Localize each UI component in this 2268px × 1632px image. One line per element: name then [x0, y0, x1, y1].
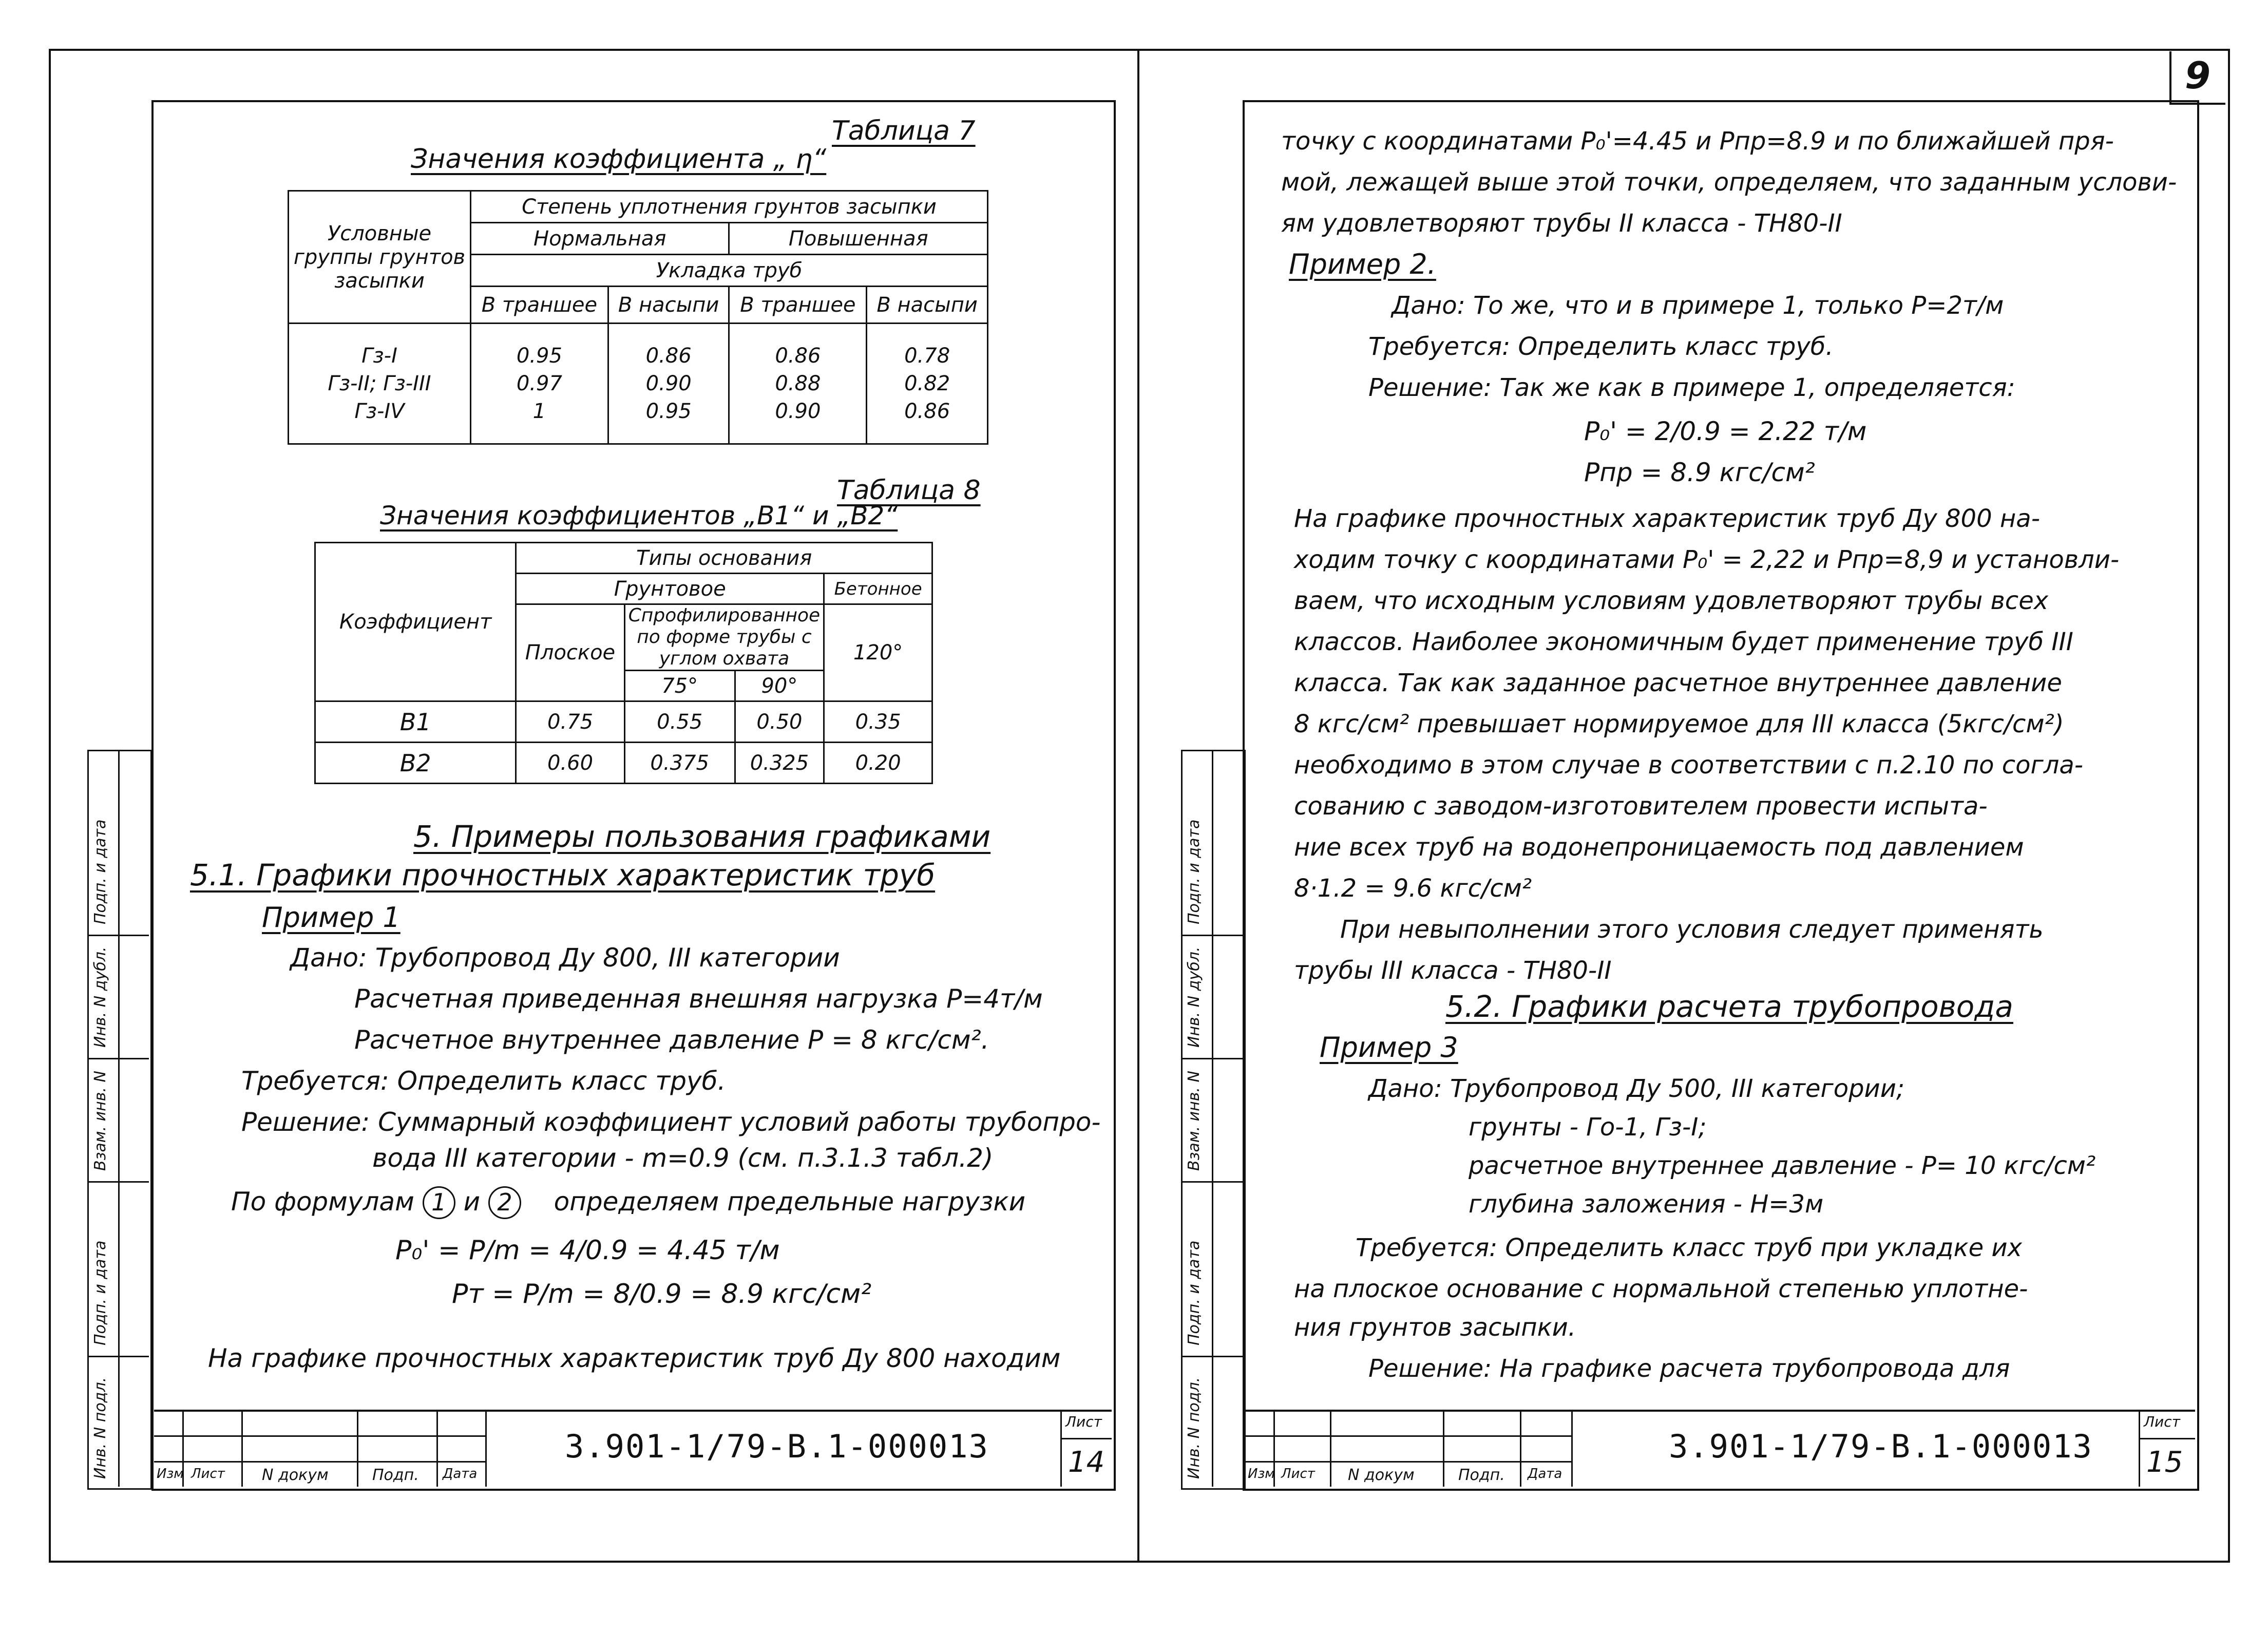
right-line-29: на плоское основание с нормальной степенью уплотне- — [1294, 1275, 2028, 1303]
right-line-1: точку с координатами P₀'=4.45 и Pпр=8.9 и по ближайшей пря- — [1281, 127, 2114, 156]
left-side-label-5: Инв. N подл. — [91, 1377, 109, 1479]
table8 — [314, 542, 933, 784]
formula-ref-2: 2 — [488, 1186, 521, 1219]
example2-title: Пример 2. — [1289, 248, 1436, 280]
left-side-row-3 — [87, 1181, 149, 1183]
left-side-divider — [118, 750, 120, 1487]
right-stamp-col-list: Лист — [1281, 1466, 1315, 1482]
right-side-row-3 — [1181, 1181, 1243, 1183]
table7-header-laying: Укладка труб — [471, 255, 988, 287]
left-line-3: Расчетное внутреннее давление Р = 8 кгс/см². — [354, 1025, 989, 1055]
left-line-last: На графике прочностных характеристик труб Ду 800 находим — [208, 1343, 1061, 1373]
left-stamp-code: 3.901-1/79-В.1-000013 — [565, 1428, 989, 1465]
table7-caption: Таблица 7 — [832, 116, 976, 146]
right-formula-p0: P₀' = 2/0.9 = 2.22 т/м — [1584, 416, 1867, 446]
section52-title: 5.2. Графики расчета трубопровода — [1445, 989, 2013, 1024]
table8-cell: 0.75 — [516, 701, 624, 743]
table8-cell: 0.55 — [624, 701, 735, 743]
table8-cell: 0.375 — [624, 743, 735, 784]
table8-title: Значения коэффициентов „В1“ и „В2“ — [380, 501, 898, 530]
left-side-row-2 — [87, 1058, 149, 1059]
table8-angle-90: 90° — [735, 671, 824, 701]
table7-col-trench-1: В траншее — [471, 287, 608, 324]
right-line-15: 8 кгс/см² превышает нормируемое для III класса (5кгс/см²) — [1294, 710, 2064, 738]
right-line-28: Требуется: Определить класс труб при укладке их — [1356, 1234, 2022, 1262]
right-stamp-vline-3 — [1443, 1410, 1444, 1487]
right-line-12: ваем, что исходным условиям удовлетворяют трубы всех — [1294, 586, 2049, 615]
right-stamp-col-date: Дата — [1528, 1466, 1562, 1482]
left-side-row-1 — [87, 935, 149, 936]
right-side-label-5: Инв. N подл. — [1185, 1377, 1203, 1479]
left-line-6: вода III категории - m=0.9 (см. п.3.1.3 табл.2) — [372, 1143, 994, 1173]
left-stamp-hline-2 — [154, 1461, 485, 1463]
table7-col4-values — [867, 324, 988, 444]
right-line-6: Требуется: Определить класс труб. — [1368, 332, 1834, 361]
right-side-row-1 — [1181, 935, 1243, 936]
formula-pt: Pт = P/m = 8/0.9 = 8.9 кгс/см² — [452, 1279, 872, 1310]
left-stamp-vline-6 — [1060, 1410, 1062, 1487]
left-line-formulas — [231, 1186, 1025, 1219]
left-stamp-hline-1 — [154, 1435, 485, 1437]
right-side-label-1: Подп. и дата — [1185, 819, 1203, 924]
left-side-label-3: Взам. инв. N — [91, 1071, 109, 1171]
left-side-label-4: Подп. и дата — [91, 1240, 109, 1345]
table7-cell: 0.97 — [516, 372, 562, 395]
left-stamp-hline-3 — [1060, 1438, 1112, 1439]
right-line-2: мой, лежащей выше этой точки, определяем, что заданным услови- — [1281, 168, 2177, 197]
table8-header-concrete: Бетонное — [824, 574, 932, 604]
table8-cell: 0.20 — [824, 743, 932, 784]
left-side-row-4 — [87, 1356, 149, 1357]
table8-header-types: Типы основания — [516, 543, 932, 574]
table8-row2-name: В2 — [315, 743, 516, 784]
table7-cell: 0.86 — [904, 400, 950, 423]
left-stamp-sheet-label: Лист — [1065, 1413, 1102, 1430]
example1-title: Пример 1 — [262, 901, 401, 934]
right-stamp-code: 3.901-1/79-В.1-000013 — [1669, 1428, 2093, 1465]
right-line-14: класса. Так как заданное расчетное внутреннее давление — [1294, 669, 2062, 697]
table7-col2-values — [608, 324, 729, 444]
right-line-13: классов. Наиболее экономичным будет применение труб III — [1294, 628, 2073, 656]
table8-header-soil: Грунтовое — [516, 574, 824, 604]
left-stamp-col-date: Дата — [443, 1466, 478, 1482]
table8-cell: 0.60 — [516, 743, 624, 784]
right-line-11: ходим точку с координатами P₀' = 2,22 и Pпр=8,9 и установли- — [1294, 545, 2120, 574]
table8-angle-75: 75° — [624, 671, 735, 701]
table7-col-trench-2: В траншее — [729, 287, 867, 324]
table7-header-normal: Нормальная — [471, 223, 729, 255]
right-stamp-hline-2 — [1245, 1461, 1571, 1463]
left-stamp-col-izm: Изм — [157, 1466, 184, 1482]
left-side-label-1: Подп. и дата — [91, 819, 109, 924]
left-stamp-col-doc: N докум — [262, 1466, 329, 1484]
right-line-3: ям удовлетворяют трубы II класса - ТН80-II — [1281, 209, 1842, 238]
table7-cell: 0.82 — [904, 372, 950, 395]
right-stamp-col-izm: Изм — [1248, 1466, 1275, 1482]
right-line-5: Дано: То же, что и в примере 1, только P=2т/м — [1392, 291, 2004, 320]
right-line-27: глубина заложения - H=3м — [1469, 1190, 1824, 1219]
left-line-4: Требуется: Определить класс труб. — [241, 1066, 726, 1096]
table7 — [288, 190, 988, 445]
left-stamp-vline-4 — [436, 1410, 438, 1487]
table7-cell: 1 — [532, 400, 546, 423]
table7-col-embank-2: В насыпи — [867, 287, 988, 324]
right-stamp-hline-1 — [1245, 1435, 1571, 1437]
right-stamp-vline-2 — [1330, 1410, 1331, 1487]
right-stamp-col-sign: Подп. — [1458, 1466, 1505, 1484]
formulas-rest: определяем предельные нагрузки — [554, 1187, 1026, 1217]
sheet-number: 9 — [2185, 54, 2211, 97]
table7-cell: 0.86 — [645, 344, 692, 368]
right-side-label-2: Инв. N дубл. — [1185, 946, 1203, 1048]
table7-row3-group: Гз-IV — [354, 400, 405, 423]
right-stamp-hline-3 — [2139, 1438, 2195, 1439]
table7-title: Значения коэффициента „ η“ — [411, 144, 827, 175]
table7-col3-values — [729, 324, 867, 444]
table7-row2-group: Гз-II; Гз-III — [328, 372, 431, 395]
table7-header-high: Повышенная — [729, 223, 988, 255]
right-line-18: ние всех труб на водонепроницаемость под давлением — [1294, 833, 2024, 862]
right-line-7: Решение: Так же как в примере 1, определяется: — [1368, 373, 2015, 402]
right-side-row-2 — [1181, 1058, 1243, 1059]
right-line-16: необходимо в этом случае в соответствии с п.2.10 по согла- — [1294, 751, 2084, 780]
table7-body-row — [289, 324, 988, 444]
section51-title: 5.1. Графики прочностных характеристик труб — [190, 858, 936, 893]
right-stamp-sheet-no: 15 — [2146, 1446, 2183, 1479]
example3-title: Пример 3 — [1320, 1031, 1458, 1064]
table7-col-embank-1: В насыпи — [608, 287, 729, 324]
left-stamp-col-sign: Подп. — [372, 1466, 419, 1484]
right-line-30: ния грунтов засыпки. — [1294, 1313, 1576, 1342]
table7-header-degree: Степень уплотнения грунтов засыпки — [471, 191, 988, 223]
left-stamp-col-list: Лист — [191, 1466, 225, 1482]
table8-header-coef: Коэффициент — [315, 543, 516, 701]
table8-header-flat: Плоское — [516, 604, 624, 701]
table8-cell: 0.50 — [735, 701, 824, 743]
right-side-row-4 — [1181, 1356, 1243, 1357]
table8-cell: 0.35 — [824, 701, 932, 743]
right-line-20: При невыполнении этого условия следует применять — [1340, 915, 2044, 944]
right-stamp-col-doc: N докум — [1348, 1466, 1415, 1484]
right-stamp-sheet-label: Лист — [2144, 1413, 2180, 1430]
left-stamp-vline-2 — [241, 1410, 243, 1487]
table8-header-profiled: Спрофилированное по форме трубы с углом охвата — [624, 604, 824, 671]
right-line-31: Решение: На графике расчета трубопровода для — [1368, 1354, 2010, 1383]
table7-header-group: Условные группы грунтов засыпки — [289, 191, 471, 324]
center-fold-line — [1137, 49, 1139, 1561]
table8-row1-name: В1 — [315, 701, 516, 743]
right-line-17: сованию с заводом-изготовителем провести испыта- — [1294, 792, 1988, 821]
left-stamp-sheet-no: 14 — [1068, 1446, 1105, 1479]
formulas-text: По формулам — [231, 1187, 414, 1217]
right-stamp-vline-6 — [2139, 1410, 2140, 1487]
left-stamp-vline-3 — [357, 1410, 358, 1487]
formula-p0: P₀' = P/m = 4/0.9 = 4.45 т/м — [395, 1235, 780, 1266]
right-side-label-4: Подп. и дата — [1185, 1240, 1203, 1345]
right-side-divider — [1212, 750, 1213, 1487]
right-stamp-vline-5 — [1571, 1410, 1573, 1487]
left-line-5: Решение: Суммарный коэффициент условий работы трубопро- — [241, 1107, 1101, 1137]
table7-cell: 0.86 — [775, 344, 821, 368]
right-line-21: трубы III класса - ТН80-II — [1294, 956, 1612, 985]
right-line-10: На графике прочностных характеристик труб Ду 800 на- — [1294, 504, 2041, 533]
right-line-25: грунты - Го-1, Гз-I; — [1469, 1113, 1707, 1142]
table7-cell: 0.95 — [645, 400, 692, 423]
left-stamp-vline-5 — [485, 1410, 487, 1487]
table7-cell: 0.88 — [775, 372, 821, 395]
table7-groups — [289, 324, 471, 444]
table7-cell: 0.95 — [516, 344, 562, 368]
right-side-label-3: Взам. инв. N — [1185, 1071, 1203, 1171]
formula-ref-1: 1 — [423, 1186, 455, 1219]
right-line-24: Дано: Трубопровод Ду 500, III категории; — [1368, 1074, 1905, 1103]
left-line-2: Расчетная приведенная внешняя нагрузка Р=4т/м — [354, 984, 1043, 1014]
left-side-label-2: Инв. N дубл. — [91, 946, 109, 1048]
right-formula-ppr: Pпр = 8.9 кгс/см² — [1584, 458, 1815, 487]
table8-cell: 0.325 — [735, 743, 824, 784]
table8-angle-120: 120° — [824, 604, 932, 701]
table7-row1-group: Гз-I — [361, 344, 397, 368]
right-line-26: расчетное внутреннее давление - P= 10 кгс/см² — [1469, 1151, 2096, 1180]
formulas-and: и — [463, 1187, 481, 1217]
table7-cell: 0.90 — [645, 372, 692, 395]
section5-title: 5. Примеры пользования графиками — [413, 819, 991, 854]
table8-caption: Таблица 8 — [837, 475, 981, 506]
table7-col1-values — [471, 324, 608, 444]
right-stamp-vline-4 — [1520, 1410, 1521, 1487]
table7-cell: 0.78 — [904, 344, 950, 368]
left-line-1: Дано: Трубопровод Ду 800, III категории — [290, 943, 840, 973]
table7-cell: 0.90 — [775, 400, 821, 423]
right-line-19: 8·1.2 = 9.6 кгс/см² — [1294, 874, 1532, 903]
